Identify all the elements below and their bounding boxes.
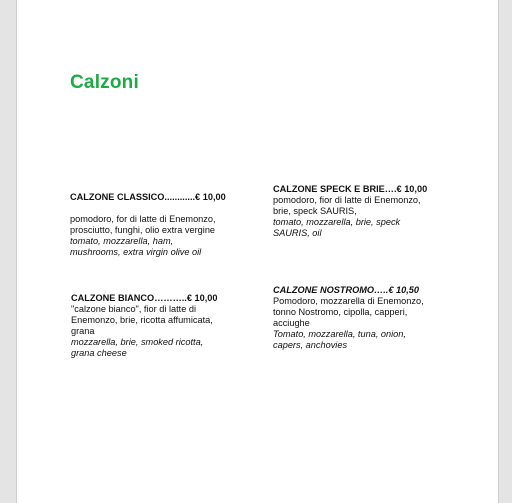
item-description-en: grana cheese — [71, 348, 127, 358]
menu-item-calzone-speck-e-brie — [273, 184, 427, 239]
item-description-en: capers, anchovies — [273, 340, 348, 350]
menu-item-calzone-nostromo — [273, 285, 424, 351]
menu-page — [16, 0, 499, 503]
item-description-it: Pomodoro, mozzarella di Enemonzo, — [273, 296, 424, 306]
item-name: CALZONE NOSTROMO…..€ 10,50 — [273, 285, 420, 295]
item-description-it: grana — [71, 326, 95, 336]
item-description-it: pomodoro, fior di latte di Enemonzo, — [273, 195, 421, 205]
item-description-it: acciughe — [273, 318, 310, 328]
item-description-en: mozzarella, brie, smoked ricotta, — [71, 337, 204, 347]
item-description-en: tomato, mozzarella, brie, speck — [273, 217, 401, 227]
item-description-en: tomato, mozzarella, ham, — [70, 236, 174, 246]
item-description-it: brie, speck SAURIS, — [273, 206, 357, 216]
item-name: CALZONE BIANCO………..€ 10,00 — [71, 293, 218, 303]
item-description-en: Tomato, mozzarella, tuna, onion, — [273, 329, 406, 339]
section-title: Calzoni — [70, 72, 139, 93]
item-description-it: prosciutto, funghi, olio extra vergine — [70, 225, 216, 235]
item-description-it: pomodoro, for di latte di Enemonzo, — [70, 214, 216, 224]
item-description-it: "calzone bianco", fior di latte di — [71, 304, 197, 314]
item-name: CALZONE CLASSICO............€ 10,00 — [70, 192, 226, 202]
item-description-it: Enemonzo, brie, ricotta affumicata, — [71, 315, 213, 325]
menu-item-calzone-bianco — [71, 293, 218, 359]
item-description-en: SAURIS, oil — [273, 228, 322, 238]
menu-item-calzone-classico — [70, 192, 226, 258]
item-name: CALZONE SPECK E BRIE….€ 10,00 — [273, 184, 428, 194]
item-description-it: tonno Nostromo, cipolla, capperi, — [273, 307, 408, 317]
item-description-en: mushrooms, extra virgin olive oil — [70, 247, 202, 257]
